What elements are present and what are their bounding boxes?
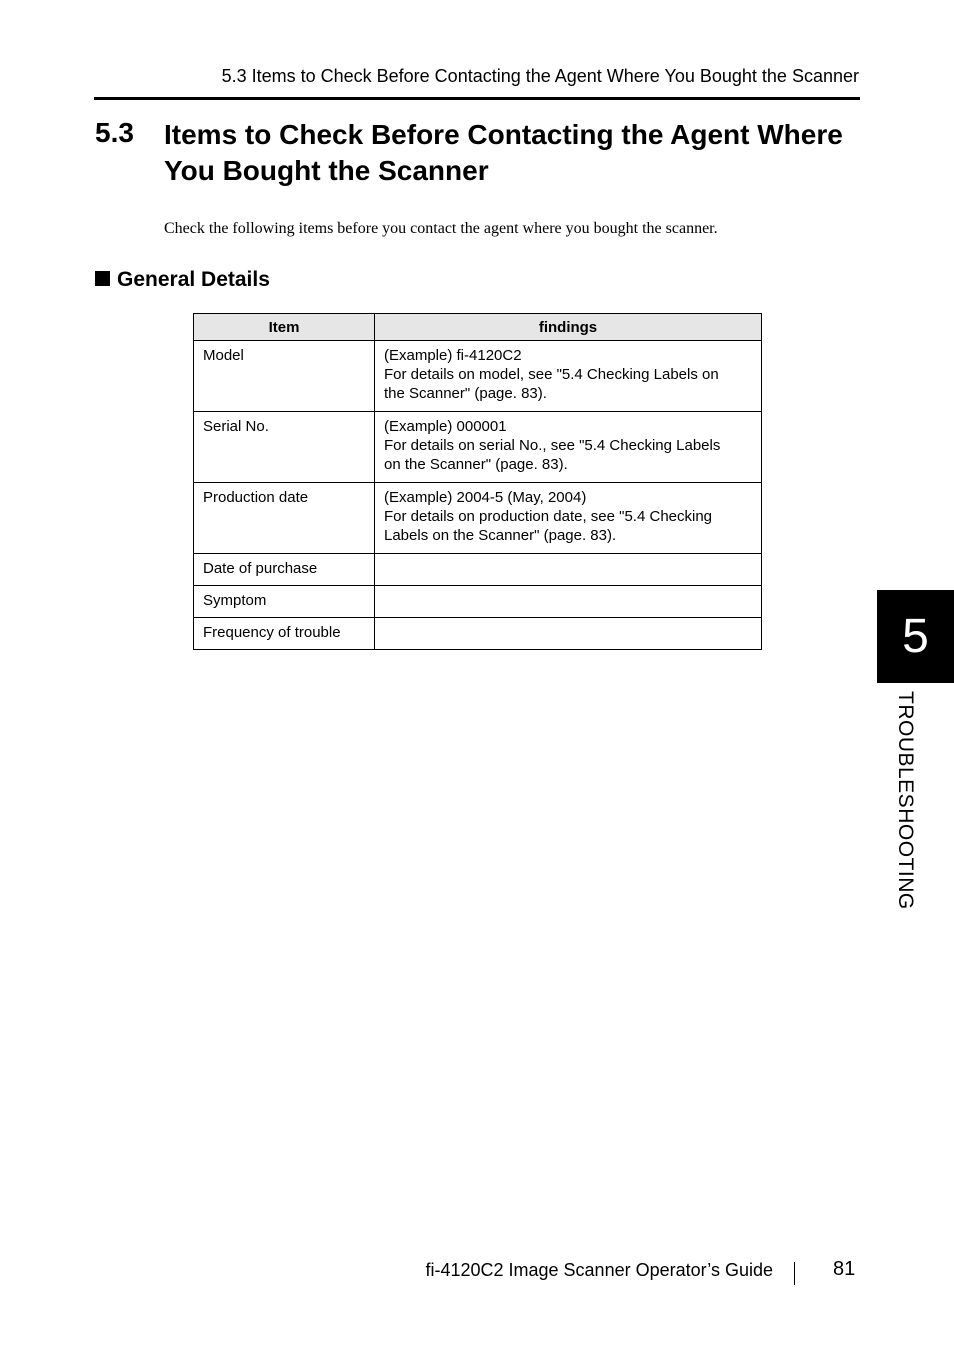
findings-cell	[375, 586, 762, 618]
findings-line: For details on serial No., see "5.4 Checking Labels	[384, 437, 721, 454]
item-cell: Model	[194, 341, 375, 412]
chapter-label: TROUBLESHOOTING	[894, 691, 917, 910]
findings-cell	[375, 618, 762, 650]
subheading-general-details	[95, 268, 270, 292]
table-row	[194, 341, 762, 412]
findings-line: Labels on the Scanner" (page. 83).	[384, 527, 617, 544]
subheading-label: General Details	[117, 268, 270, 291]
footer-guide-title: fi-4120C2 Image Scanner Operator’s Guide	[425, 1260, 773, 1280]
running-header: 5.3 Items to Check Before Contacting the Agent Where You Bought the Scanner	[221, 66, 859, 86]
findings-line: For details on production date, see "5.4 Checking	[384, 508, 713, 525]
column-header-findings: findings	[375, 314, 762, 341]
page-number: 81	[833, 1258, 856, 1280]
item-cell: Date of purchase	[194, 554, 375, 586]
table-row	[194, 554, 762, 586]
findings-line: For details on model, see "5.4 Checking Labels on	[384, 366, 719, 383]
table-row	[194, 586, 762, 618]
section-number: 5.3	[95, 117, 134, 148]
table-row	[194, 618, 762, 650]
findings-line: (Example) fi-4120C2	[384, 347, 522, 364]
table-header-row	[194, 314, 762, 341]
column-header-item: Item	[194, 314, 375, 341]
findings-cell	[375, 483, 762, 554]
black-square-icon	[95, 271, 110, 286]
item-cell: Symptom	[194, 586, 375, 618]
general-details-table	[193, 313, 762, 650]
footer-divider	[794, 1262, 795, 1285]
intro-paragraph: Check the following items before you contact the agent where you bought the scanner.	[164, 220, 718, 237]
section-title: Items to Check Before Contacting the Agent Where You Bought the Scanner	[164, 119, 843, 186]
item-cell: Production date	[194, 483, 375, 554]
header-rule	[94, 97, 860, 100]
table-row	[194, 483, 762, 554]
findings-cell	[375, 341, 762, 412]
chapter-tab: 5	[877, 590, 954, 683]
item-cell: Serial No.	[194, 412, 375, 483]
item-cell: Frequency of trouble	[194, 618, 375, 650]
findings-line: (Example) 2004-5 (May, 2004)	[384, 489, 587, 506]
findings-cell	[375, 554, 762, 586]
findings-cell	[375, 412, 762, 483]
findings-line: on the Scanner" (page. 83).	[384, 456, 568, 473]
findings-line: the Scanner" (page. 83).	[384, 385, 547, 402]
findings-line: (Example) 000001	[384, 418, 507, 435]
table-row	[194, 412, 762, 483]
